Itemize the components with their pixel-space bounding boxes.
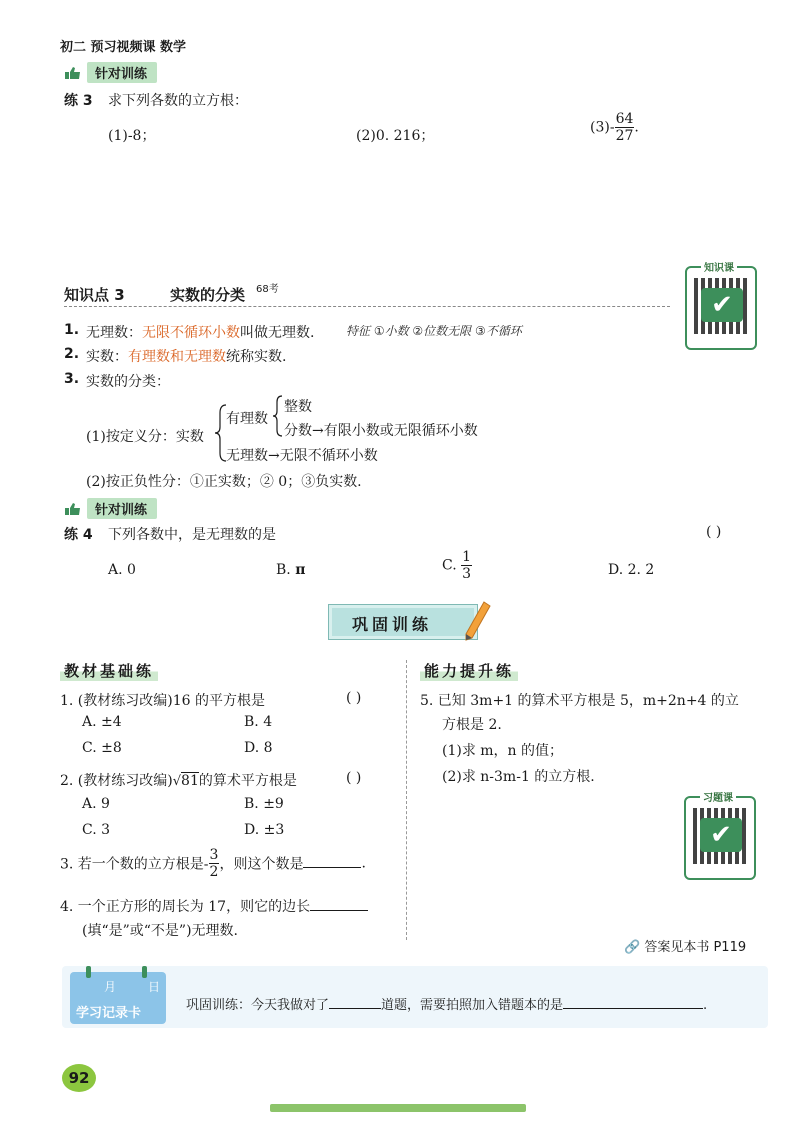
q4-blank[interactable] [310,910,368,911]
record-month: 月 [104,980,117,994]
q4-line-1: 4. 一个正方形的周长为 17，则它的边长 [60,896,368,916]
exercise-4-option-c: C. $\frac{1}{3}$ [442,549,472,582]
checkmark-icon: ✔ [700,818,742,852]
training-tag-label: 针对训练 [87,62,157,83]
record-card-label: 学习记录卡 [76,1006,142,1021]
advanced-practice-heading: 能力提升练 [420,660,518,681]
exercise-4-option-a: A. 0 [108,562,136,578]
classify-by-definition: (1)按定义分：实数 [86,429,204,445]
exercise-3-prompt: 求下列各数的立方根： [108,93,248,109]
classify-rational: 有理数 [226,411,268,427]
checkmark-icon: ✔ [701,288,743,322]
q2-answer-paren: ( ) [346,770,362,786]
record-card-text: 巩固训练：今天我做对了 道题，需要拍照加入错题本的是 . [186,998,708,1013]
exercise-3-label: 练 3 [64,93,93,109]
thumbs-up-icon [64,502,82,516]
q1-option-d: D. 8 [244,740,273,756]
exercise-4-answer-paren: ( ) [706,524,722,540]
def-2-number: 2. [64,346,80,362]
exercise-lesson-qr[interactable]: 习题课 ✔ [684,796,756,880]
q2-option-a: A. 9 [82,796,110,812]
binder-ring-icon [86,966,91,978]
kp3-divider [64,306,670,307]
q1-text: 1. (教材练习改编)16 的平方根是 [60,693,265,709]
wrong-questions-blank[interactable] [563,1008,703,1009]
exercise-4-label: 练 4 [64,527,93,543]
brace-icon [272,394,284,438]
kp3-exam-count: 68考 [256,284,279,295]
kp3-title: 知识点 3 [64,286,125,304]
exercise-4-option-b: B. π [276,562,306,578]
exercise-3-item-2: (2)0. 216； [356,128,435,144]
def-2: 实数：有理数和无理数统称实数. [86,349,287,365]
def-1: 无理数：无限不循环小数叫做无理数. [86,325,315,341]
training-tag-label: 针对训练 [87,498,157,519]
record-day: 日 [148,980,161,994]
def-3: 实数的分类： [86,374,170,390]
knowledge-lesson-qr[interactable]: 知识课 ✔ [685,266,757,350]
q2-option-b: B. ±9 [244,796,284,812]
basic-practice-heading: 教材基础练 [60,660,158,681]
q1-option-c: C. ±8 [82,740,122,756]
training-tag [64,498,157,519]
def-1-number: 1. [64,322,80,338]
classify-irrational: 无理数→无限不循环小数 [226,448,378,464]
exercise-4-option-d: D. 2. 2̇ [608,562,655,578]
q2-option-c: C. 3 [82,822,111,838]
exercise-3-item-1: (1)-8； [108,128,156,144]
q1-option-a: A. ±4 [82,714,122,730]
column-divider [406,660,407,940]
classify-fraction: 分数→有限小数或无限循环小数 [284,423,478,439]
training-tag [64,62,157,83]
binder-ring-icon [142,966,147,978]
q2-text: 2. (教材练习改编)√81的算术平方根是 [60,773,297,789]
link-icon: 🔗 [624,940,641,955]
thumbs-up-icon [64,66,82,80]
exercise-3-item-3: (3)- $\frac{64}{27}$ . [590,111,639,144]
q5-part-2: (2)求 n-3m-1 的立方根. [442,769,595,785]
correct-count-blank[interactable] [329,1008,381,1009]
pencil-icon [462,600,492,642]
bottom-decoration-bar [270,1104,526,1112]
q5-line-2: 方根是 2. [442,717,502,733]
consolidation-banner-title: 巩固训练 [352,615,433,634]
q1-option-b: B. 4 [244,714,273,730]
q3-text: 3. 若一个数的立方根是- $\frac{3}{2}$ ，则这个数是 . [60,847,366,880]
page-number: 92 [62,1064,96,1092]
exercise-4-prompt: 下列各数中，是无理数的是 [108,527,276,543]
def-3-number: 3. [64,371,80,387]
q3-blank[interactable] [303,867,361,868]
q4-line-2: (填“是”或“不是”)无理数. [82,923,239,939]
q2-option-d: D. ±3 [244,822,285,838]
def-1-handwritten-note: 特征 ①小数 ②位数无限 ③不循环 [346,324,522,338]
q1-answer-paren: ( ) [346,690,362,706]
q5-line-1: 5. 已知 3m+1 的算术平方根是 5，m+2n+4 的立 [420,693,739,709]
classify-integer: 整数 [284,399,312,415]
q5-part-1: (1)求 m，n 的值； [442,743,564,759]
kp3-subtitle: 实数的分类 [170,286,246,304]
answer-reference: 🔗 答案见本书 P119 [624,940,747,955]
running-header: 初二 预习视频课 数学 [60,40,187,55]
classify-by-sign: (2)按正负性分：①正实数；② 0；③负实数. [86,474,362,490]
